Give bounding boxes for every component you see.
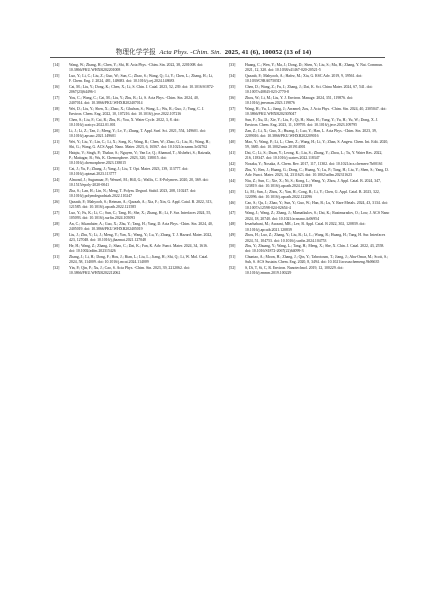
reference-text: Dai, C.; Li, S.; Duan, Y.; Leong, K.; Liu, S.; Zhang, Y.; Zhou, L.; Tu, Y. Water Res. 2022, 216, 118347. doi: 10.1016/j.watres.2022.118347 [245,150,383,160]
reference-item [53,266,214,276]
reference-item [53,167,214,177]
reference-number: [32] [53,265,60,270]
reference-item [229,233,390,243]
reference-number: [45] [229,189,236,194]
reference-text: Wang, J.; Wang, Z.; Zhang, J.; Mamatkulov, S.; Dai, K.; Ruzimuradov, O.; Low, J. ACS Nano 2024, 18, 20740. doi: 10.1021/acsnano.4c06954 [245,211,390,221]
reference-item [53,255,214,265]
reference-text: Cai, J.; Yu, F.; Zhang, J.; Yang, J.; Liu, T. Opt. Mater. 2023, 139, 113777. doi: 10.1016/j.optmat.2023.113777 [69,166,189,176]
reference-text: Luo, Y.; Fu, K.; Li, C.; Sun, C.; Tang, H.; She, X.; Zhang, H.; Li, F. Sur. Interfaces 2024, 55, 105093. doi: 10.1016/j.surfin.2024.105093 [69,210,212,220]
reference-text: Chen, S.; Liu, F.; Cai, R.; Zhu, B.; You, X. Water Cycle. 2022, 3, 8. doi: 10.1016/j.watcyc.2022.01.001 [69,117,180,127]
reference-text: Zhu, Y.; Zhuang, Y.; Wang, L.; Tang, H.; Meng, X.; She, X. Chin. J. Catal. 2022, 43, 2558. doi: 10.1016/S1872-2067(22)64099-3 [245,244,385,254]
reference-number: [31] [53,254,60,259]
reference-number: [25] [53,188,60,193]
reference-text: He, H.; Wang, Z.; Zhang, J.; Shao, C.; Dai, K.; Fan, K. Adv. Funct. Mater. 2024, 34, 1616. doi: 10.1002/adfm.202315426 [69,243,208,253]
reference-text: Wei, Y.; Liu, Y.; Lin, C.; Li, X.; Song, K.; Wang, R.; Chen, W.; Zhao, G.; Liu, R.; Wang, H.; Shi, G.; Wang, G. ACS Appl. Nano. Mater. 2023, 6, 16567. doi: 10.1021/acsanm.3c02762 [69,139,211,149]
reference-item [229,266,390,276]
reference-item [229,179,390,189]
reference-number: [20] [53,128,60,133]
reference-number: [49] [229,233,236,238]
reference-item [229,63,390,73]
reference-text: Li, J.; Li, Z.; Tan, J.; Meng, Y.; Lv, Y.; Zhang, T. Appl. Surf. Sci. 2021, 554, 149601. doi: 10.1016/j.apsusc.2021.149601 [69,128,206,138]
reference-item [53,178,214,188]
journal-name-cn: 物理化学学报 [115,49,156,56]
reference-item [53,189,214,199]
reference-item [229,96,390,106]
reference-item [229,162,390,167]
reference-text: Nosaka, Y.; Nosaka, A. Chem. Rev. 2017, 117, 11302. doi: 10.1021/acs.chemrev.7b00161 [245,161,383,166]
reference-item [229,107,390,117]
reference-item [53,74,214,84]
reference-text: Qazaab, F.; Mahyoob, A.; Hafez, M.; Xia, G. RSC Adv. 2019, 9, 39561. doi: 10.1039/C9RA07505D [245,73,363,84]
citation-info: 2025, 41 (6), 100052 (13 of 14) [224,49,312,56]
reference-item [229,255,390,265]
reference-item [53,244,214,254]
reference-text: Zhou, H.; Luo, Z.; Zhang, Y.; Liu, B.; Li, L.; Wang, R.; Huang, H.; Tang, H. Sur. Interfaces 2024, 51, 104753. doi: 10.1016/j.surfin.2024.104753 [245,233,386,243]
reference-number: [34] [229,73,236,78]
reference-text: Zhu, Y.; Ren, J.; Huang, G.; Dong, C.; Huang, Y.; Lu, P.; Tang, H.; Liu, Y.; Shen, S.; Yang, D. Adv. Funct. Mater. 2023, 34, 2311623. doi: 10.1002/adfm.202311623 [245,167,389,177]
reference-number: [35] [229,84,236,89]
reference-number: [24] [53,177,60,182]
reference-number: [44] [229,178,236,183]
reference-item [53,222,214,232]
reference-item [53,200,214,210]
reference-text: Zhang, J.; Li, H.; Dong, F.; Hou, J.; Bian, L.; Liu, L.; Jiang, H.; Shi, Q.; Li, W. Mol. Catal. 2024, 58, 114009. doi: 10.1016/j.mcat.2024.114009 [69,254,209,264]
reference-number: [27] [53,210,60,215]
reference-text: Cao, S.; Qu, J.; Zhao, Y.; Sun, Y.; Guo, W.; Han, B.; Lu, Y. Rare Metals. 2024, 43, 3134. doi: 10.1007/s12598-024-02654-4 [245,200,388,210]
reference-text: Chuntao, A.; Moon, H.; Zhang, J.; Qin, Y.; Tabrotoum, T.; Jiang, J.; Abu-Omar, M.; Scott, S.; Suh, S. ACS Sustain. Chem. Eng. 2020, 8, 3494. doi: 10.1021/acssuschemeng.9b06635 [245,255,389,265]
reference-item [229,168,390,178]
running-header [0,46,427,56]
reference-item [53,85,214,95]
reference-number: [17] [53,95,60,100]
reference-item [229,129,390,139]
reference-number: [42] [229,161,236,166]
reference-number: [14] [53,63,60,67]
reference-number: [36] [229,95,236,100]
header-rule [50,57,385,58]
reference-text: Mao, Y.; Wang, P.; Li, L.; Chen, Z.; Wang, H.; Li, Y.; Zhan, S. Angew. Chem. Int. Edit. 2020, 59, 3685. doi: 10.1002/anie.201914001 [245,139,389,149]
reference-item [229,118,390,128]
journal-name-en: Acta Phys. -Chim. Sin. [159,49,222,56]
reference-text: An, C.; Sikandaier, A.; Guo, X.; Zhu, Y.; Tang, H.; Yang, D. Acta Phys. -Chim. Sin. 2024, 40, 2405019. doi: 10.3866/PKU.WHXB202405019 [69,221,213,231]
reference-text: Liu, J.; Zhu, Y.; Li, J.; Meng, Y.; Yan, X.; Wang, Y.; Lu, Y.; Zhang, T. J. Hazard. Mater. 2022, 423, 127048. doi: 10.1016/j.jhazmat.2021.127048 [69,232,213,242]
reference-text: Yin, P.; Qin, P.; Xu, J.; Cao, S. Acta Phys. -Chim. Sin. 2023, 39, 2212062. doi: 10.3866/PKU.WHXB202212062 [69,265,190,275]
reference-text: Zhou, W.; Li, M.; Liu, Y. J. Environ. Manage. 2024, 351, 119876. doi: 10.1016/j.jenvman.2023.119876 [245,95,353,105]
reference-item [53,107,214,117]
reference-item [229,211,390,221]
reference-item [53,129,214,139]
reference-text: Zan, Z.; Li, X.; Guo, X.; Huang, J.; Luo, Y.; Han, L. Acta Phys. -Chim. Sin. 2023, 39, 2209016. doi: 10.3866/PKU.WHXB202209016 [245,128,377,138]
reference-number: [22] [53,150,60,155]
reference-number: [19] [53,117,60,122]
reference-item [53,211,214,221]
reference-number: [51] [229,255,236,260]
reference-item [229,244,390,254]
reference-item [53,233,214,243]
reference-number: [28] [53,221,60,226]
reference-number: [21] [53,139,60,144]
reference-number: [46] [229,200,236,205]
reference-text: Wang, W.; Zhang, H.; Chen, Y.; Shi, H. Acta Phys. -Chim. Sin. 2022, 38, 2201008. doi: 10.3866/PKU.WHXB202201008 [69,63,204,73]
reference-number: [16] [53,84,60,89]
reference-text: Haiqiu, V.; Singh, P.; Thakur, S.; Nguyen, V.; Van Le, Q.; Ahamad, T.; Alshehri, S.; Raizada, P.; Mattagar, B.; Wu, K. Chemosphere. 2023, 320, 138015. doi: 10.1016/j.chemosphere.2023.138015 [69,150,212,165]
reference-text: Almond, J.; Sugumaar, P.; Wenzel, M.; Hill, G.; Wallis, C. E-Polymers. 2020, 20, 369. doi: 10.1515/epoly-2020-0041 [69,177,209,187]
reference-number: [26] [53,199,60,204]
reference-text: Niu, Z.; Sun, C.; Xie, X.; Ni, S.; Kong, L.; Wang, Y.; Zhou, J. Appl. Catal. B. 2024, 347, 123819. doi: 10.1016/j.apcatb.2024.123819 [245,178,381,188]
reference-number: [29] [53,232,60,237]
reference-number: [37] [229,106,236,111]
reference-item [53,96,214,106]
reference-number: [43] [229,167,236,172]
reference-number: [30] [53,243,60,248]
reference-text: Sun, F.; Xu, D.; Xie, Y.; Liu, F.; Qi, H.; Shao, H.; Yang, Y.; Yu, H.; Yu, W.; Dong, X. J. Environ. Chem. Eng. 2023, 11, 109795. doi: 10.1016/j.jece.2023.109795 [245,117,379,127]
reference-number: [23] [53,166,60,171]
reference-item [229,140,390,150]
reference-text: Chen, D.; Wang, Z.; Fu, J.; Zhang, J.; Dai, K. Sci. China Mater. 2024, 67, 541. doi: 10.1007/s40843-023-2770-8 [245,84,373,95]
reference-item [229,190,390,200]
reference-item [229,85,390,95]
reference-number: [48] [229,222,236,227]
reference-item [229,201,390,211]
reference-text: Wang, H.; Yu, L.; Jiang, J.; Arramel; Zou, J. Acta Phys. -Chim. Sin. 2024, 40, 2305047. doi: 10.3866/PKU.WHXB202305047 [245,106,387,116]
reference-number: [15] [53,73,60,78]
reference-number: [40] [229,139,236,144]
reference-number: [39] [229,128,236,133]
reference-text: Cai, M.; Liu, Y.; Dong, K.; Chen, X.; Li, S. Chin. J. Catal. 2023, 52, 239. doi: 10.1016/S1872-2067(23)64496-1 [69,84,214,95]
reference-number: [38] [229,117,236,122]
reference-item [229,151,390,161]
reference-item [229,222,390,232]
reference-text: You, C.; Wang, C.; Cai, M.; Liu, Y.; Zhu, B.; Li, S. Acta Phys. -Chim. Sin. 2024, 40, 2407014. doi: 10.3866/PKU.WHXB202407014 [69,95,199,105]
reference-number: [33] [229,63,236,67]
reference-text: Huang, C.; Wen, Y.; Ma, J.; Dong, D.; Shen, Y.; Liu, S.; Ma, H.; Zhang, Y. Nat. Commun. 2021, 12, 320. doi: 10.1038/s41467-020-20521-5 [245,63,383,73]
reference-text: Qazaab, F.; Mahyoob, S.; Reiman, A.; Qazaab, A.; Xia, F.; Xin, G. Appl. Catal. B. 2022, 313, 121585. doi: 10.1016/j.apcatb.2022.121585 [69,199,213,209]
reference-item [53,63,214,73]
reference-number: [18] [53,106,60,111]
reference-item [53,140,214,150]
reference-number: [41] [229,150,236,155]
references-right-column [229,63,390,277]
references-left-column [53,63,214,276]
reference-text: Li, M.; Sun, J.; Zhou, X.; Yan, H.; Cong, B.; Li, Y.; Chen, G. Appl. Catal. B. 2023, 322, 122096. doi: 10.1016/j.apcatb.2022.122096 [245,189,380,199]
reference-text: Iesarhabani, M.; Asraani, MR.; Lee, B. Appl. Catal. B 2022, 302, 120839. doi: 10.1016/j.apcatb.2021.120839 [245,222,366,232]
reference-text: Wei, D.; Liu, Y.; Shen, X.; Zhao, X.; Ghafran, S.; Wang, L.; Wu, R.; Guo, J.; Yang, C. J. Environ. Chem. Eng. 2022, 10, 107216. doi: 10.1016/j.jece.2022.107216 [69,106,205,116]
reference-item [53,151,214,166]
reference-number: [52] [229,266,236,271]
reference-number: [47] [229,211,236,216]
reference-item [53,118,214,128]
reference-number: [50] [229,244,236,249]
reference-text: Luo, Y.; Li, C.; Liu, Z.; Guo, W.; Sun, C.; Zhao, S.; Wang, Q.; Li, Y.; Chen, L.; Zhang, H.; Li, F. Chem. Eng. J. 2024, 481, 148683. doi: 10.1016/j.cej.2024.148683 [69,73,214,84]
reference-text: Zha, S.; Lan, H.; Lin, N.; Meng, T. Polym. Degrad. Stabil. 2023, 208, 110247. doi: 10.1016/j.polymdegradstab.2022.110247 [69,188,197,198]
reference-item [229,74,390,84]
reference-text: S, Di, T, Si, C, R. Environ. Nanotechnol. 2019, 12, 100229. doi: 10.1016/j.enmm.2019.100229 [245,266,344,276]
